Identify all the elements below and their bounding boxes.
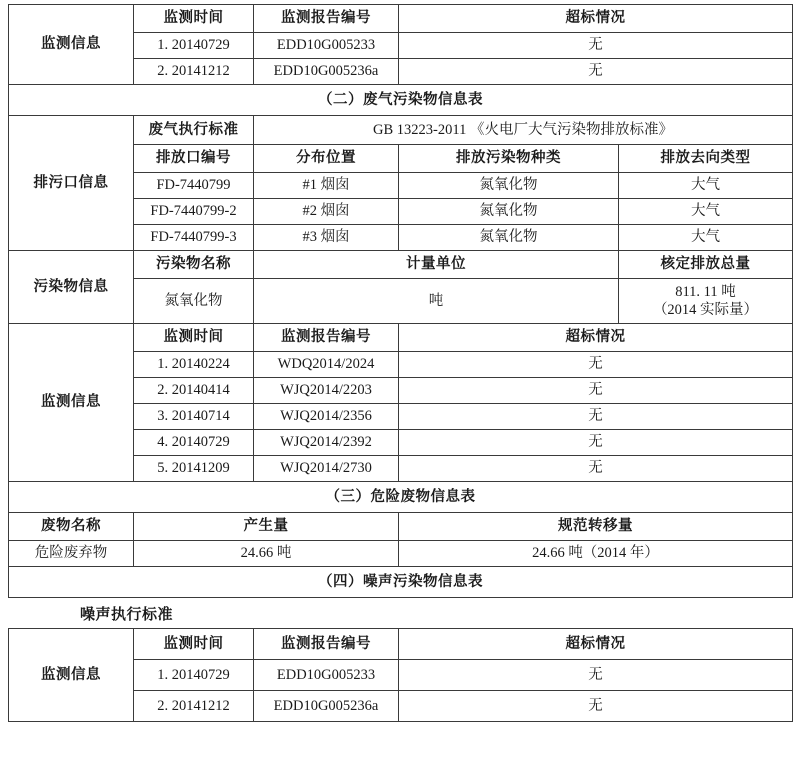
cell-report-number: WDQ2014/2024 (254, 352, 399, 378)
approved-total-amount: 811. 11 吨 (675, 283, 736, 300)
header-report-number-gas: 监测报告编号 (254, 324, 399, 352)
cell-generated-amount: 24.66 吨 (134, 541, 399, 567)
cell-exceed-status: 无 (399, 430, 793, 456)
header-exceed-status-top: 超标情况 (399, 5, 793, 33)
cell-report-number: EDD10G005236a (254, 59, 399, 85)
header-monitor-time-top: 监测时间 (134, 5, 254, 33)
cell-monitor-time: 1. 20140729 (134, 33, 254, 59)
header-monitor-time-gas: 监测时间 (134, 324, 254, 352)
cell-approved-total (619, 279, 793, 324)
cell-outlet-location: #2 烟囱 (254, 199, 399, 225)
cell-exceed-status: 无 (399, 352, 793, 378)
section-title-row (9, 482, 793, 513)
row-label-monitoring-info-noise: 监测信息 (9, 629, 134, 722)
table-row (9, 5, 793, 33)
noise-monitoring-table (8, 628, 793, 722)
header-monitor-time-noise: 监测时间 (134, 629, 254, 660)
header-discharge-destination: 排放去向类型 (619, 145, 793, 173)
cell-outlet-location: #1 烟囱 (254, 173, 399, 199)
cell-exceed-status: 无 (399, 691, 793, 722)
cell-discharge-destination: 大气 (619, 225, 793, 251)
cell-exceed-status: 无 (399, 33, 793, 59)
cell-monitor-time: 2. 20140414 (134, 378, 254, 404)
cell-monitor-time: 2. 20141212 (134, 59, 254, 85)
cell-outlet-number: FD-7440799 (134, 173, 254, 199)
header-outlet-number: 排放口编号 (134, 145, 254, 173)
cell-discharge-destination: 大气 (619, 173, 793, 199)
cell-monitor-time: 2. 20141212 (134, 691, 254, 722)
header-report-number-top: 监测报告编号 (254, 5, 399, 33)
cell-exceed-status: 无 (399, 456, 793, 482)
cell-exceed-status: 无 (399, 660, 793, 691)
header-pollutant-name: 污染物名称 (134, 251, 254, 279)
cell-transferred-amount: 24.66 吨（2014 年） (399, 541, 793, 567)
table-row (9, 629, 793, 660)
table-row (9, 541, 793, 567)
cell-pollutant-type: 氮氧化物 (399, 173, 619, 199)
cell-monitor-time: 3. 20140714 (134, 404, 254, 430)
header-exceed-status-noise: 超标情况 (399, 629, 793, 660)
header-waste-gas-standard: 废气执行标准 (134, 116, 254, 145)
cell-outlet-number: FD-7440799-2 (134, 199, 254, 225)
cell-waste-gas-standard-value: GB 13223-2011 《火电厂大气污染物排放标准》 (254, 116, 793, 145)
header-exceed-status-gas: 超标情况 (399, 324, 793, 352)
cell-monitor-time: 5. 20141209 (134, 456, 254, 482)
row-label-monitoring-info-gas: 监测信息 (9, 324, 134, 482)
cell-outlet-number: FD-7440799-3 (134, 225, 254, 251)
cell-exceed-status: 无 (399, 59, 793, 85)
row-label-pollutant-info: 污染物信息 (9, 251, 134, 324)
cell-report-number: WJQ2014/2203 (254, 378, 399, 404)
header-outlet-location: 分布位置 (254, 145, 399, 173)
cell-report-number: EDD10G005233 (254, 33, 399, 59)
cell-monitor-time: 1. 20140224 (134, 352, 254, 378)
header-pollutant-type: 排放污染物种类 (399, 145, 619, 173)
cell-report-number: WJQ2014/2356 (254, 404, 399, 430)
header-waste-name: 废物名称 (9, 513, 134, 541)
approved-total-note: （2014 实际量） (652, 302, 759, 318)
section-title-row (9, 85, 793, 116)
header-generated-amount: 产生量 (134, 513, 399, 541)
cell-exceed-status: 无 (399, 378, 793, 404)
table-row (9, 324, 793, 352)
table-row (9, 513, 793, 541)
header-approved-total: 核定排放总量 (619, 251, 793, 279)
cell-waste-name: 危险废弃物 (9, 541, 134, 567)
header-report-number-noise: 监测报告编号 (254, 629, 399, 660)
section-title-two: （二）废气污染物信息表 (9, 85, 793, 116)
main-table (8, 4, 793, 598)
cell-pollutant-type: 氮氧化物 (399, 225, 619, 251)
row-label-outlet-info: 排污口信息 (9, 116, 134, 251)
noise-standard-label: 噪声执行标准 (80, 606, 174, 623)
cell-pollutant-name: 氮氧化物 (134, 279, 254, 324)
cell-monitor-time: 1. 20140729 (134, 660, 254, 691)
cell-report-number: WJQ2014/2730 (254, 456, 399, 482)
section-title-row (9, 567, 793, 598)
cell-report-number: WJQ2014/2392 (254, 430, 399, 456)
table-row (9, 251, 793, 279)
row-label-monitoring-info-top: 监测信息 (9, 5, 134, 85)
cell-report-number: EDD10G005236a (254, 691, 399, 722)
section-title-four: （四）噪声污染物信息表 (9, 567, 793, 598)
cell-outlet-location: #3 烟囱 (254, 225, 399, 251)
cell-monitor-time: 4. 20140729 (134, 430, 254, 456)
header-transferred-amount: 规范转移量 (399, 513, 793, 541)
cell-measure-unit: 吨 (254, 279, 619, 324)
cell-pollutant-type: 氮氧化物 (399, 199, 619, 225)
cell-exceed-status: 无 (399, 404, 793, 430)
section-title-three: （三）危险废物信息表 (9, 482, 793, 513)
table-row (9, 116, 793, 145)
cell-discharge-destination: 大气 (619, 199, 793, 225)
cell-report-number: EDD10G005233 (254, 660, 399, 691)
header-measure-unit: 计量单位 (254, 251, 619, 279)
